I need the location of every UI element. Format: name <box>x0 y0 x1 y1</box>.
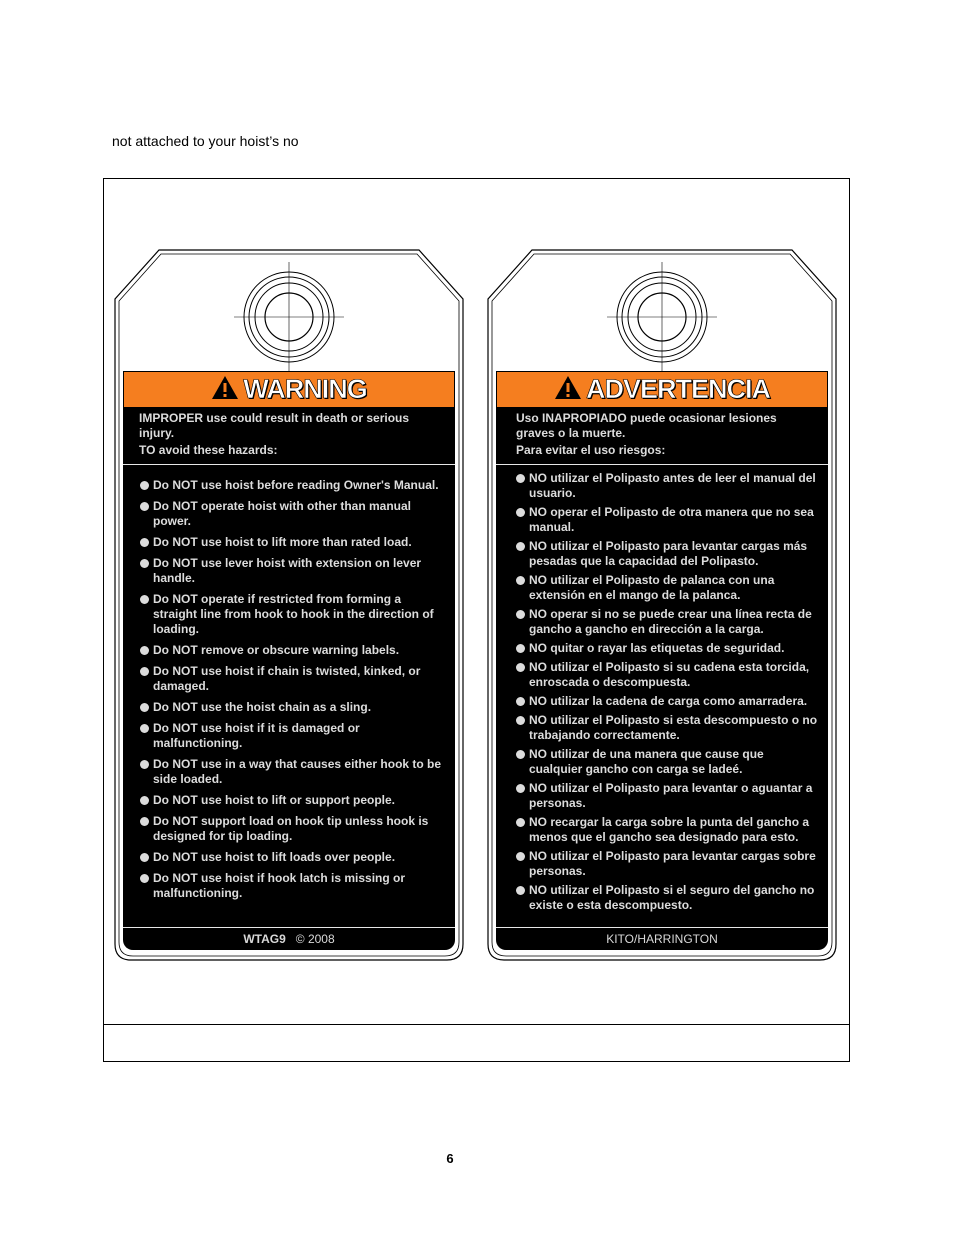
warning-intro <box>139 411 439 458</box>
list-item: Do NOT use hoist to lift loads over people. <box>140 850 445 865</box>
list-item: Do NOT operate hoist with other than manual power. <box>140 499 445 529</box>
list-item: NO utilizar el Polipasto para levantar cargas más pesadas que la capacidad del Polipasto. <box>516 539 818 569</box>
list-item: Do NOT remove or obscure warning labels. <box>140 643 445 658</box>
warning-rule <box>123 464 455 465</box>
list-item: NO utilizar la cadena de carga como amarradera. <box>516 694 818 709</box>
list-item: Do NOT operate if restricted from forming a straight line from hook to hook in the direction of loading. <box>140 592 445 637</box>
list-item: NO operar si no se puede crear una línea recta de gancho a gancho en dirección a la carga. <box>516 607 818 637</box>
list-item: Do NOT support load on hook tip unless hook is designed for tip loading. <box>140 814 445 844</box>
list-item: Do NOT use hoist if hook latch is missing or malfunctioning. <box>140 871 445 901</box>
list-item: NO utilizar el Polipasto antes de leer el manual del usuario. <box>516 471 818 501</box>
advertencia-body <box>496 407 828 927</box>
warning-header-text: WARNING <box>243 374 367 404</box>
list-item: NO recargar la carga sobre la punta del gancho a menos que el gancho sea designado para esto. <box>516 815 818 845</box>
list-item: NO utilizar el Polipasto para levantar cargas sobre personas. <box>516 849 818 879</box>
warning-triangle-icon <box>554 375 582 405</box>
list-item: NO quitar o rayar las etiquetas de seguridad. <box>516 641 818 656</box>
warning-body <box>123 407 455 927</box>
advertencia-header <box>496 371 828 408</box>
list-item: NO utilizar el Polipasto para levantar o aguantar a personas. <box>516 781 818 811</box>
warning-footer <box>123 927 455 950</box>
list-item: Do NOT use hoist if chain is twisted, kinked, or damaged. <box>140 664 445 694</box>
footer-year: © 2008 <box>295 932 335 946</box>
list-item: Do NOT use hoist to lift or support people. <box>140 793 445 808</box>
advertencia-intro <box>516 411 816 458</box>
list-item: NO operar el Polipasto de otra manera que no sea manual. <box>516 505 818 535</box>
list-item: NO utilizar el Polipasto si esta descompuesto o no trabajando correctamente. <box>516 713 818 743</box>
footer-code: WTAG9 <box>243 932 286 946</box>
list-item: Do NOT use the hoist chain as a sling. <box>140 700 445 715</box>
list-item: Do NOT use hoist to lift more than rated load. <box>140 535 445 550</box>
warning-intro-line: TO avoid these hazards: <box>139 443 278 457</box>
warning-header <box>123 371 455 408</box>
list-item: NO utilizar el Polipasto de palanca con una extensión en el mango de la palanca. <box>516 573 818 603</box>
advertencia-footer <box>496 927 828 950</box>
advertencia-intro-line: Uso INAPROPIADO puede ocasionar lesiones graves o la muerte. <box>516 411 777 440</box>
intro-text: not attached to your hoist’s no <box>112 133 299 149</box>
list-item: Do NOT use hoist before reading Owner's Manual. <box>140 478 445 493</box>
warning-intro-line: IMPROPER use could result in death or serious injury. <box>139 411 410 440</box>
warning-triangle-icon <box>211 375 239 405</box>
list-item: NO utilizar de una manera que cause que cualquier gancho con carga se ladeé. <box>516 747 818 777</box>
page-number: 6 <box>446 1151 454 1166</box>
advertencia-item-list <box>516 471 818 917</box>
frame-divider <box>104 1024 849 1025</box>
list-item: Do NOT use lever hoist with extension on lever handle. <box>140 556 445 586</box>
advertencia-header-text: ADVERTENCIA <box>585 374 770 404</box>
list-item: Do NOT use in a way that causes either hook to be side loaded. <box>140 757 445 787</box>
warning-item-list <box>140 478 445 907</box>
advertencia-intro-line: Para evitar el uso riesgos: <box>516 443 666 457</box>
footer-code: KITO/HARRINGTON <box>606 932 718 946</box>
list-item: NO utilizar el Polipasto si su cadena esta torcida, enroscada o descompuesta. <box>516 660 818 690</box>
advertencia-rule <box>496 464 828 465</box>
list-item: NO utilizar el Polipasto si el seguro del gancho no existe o esta descompuesto. <box>516 883 818 913</box>
list-item: Do NOT use hoist if it is damaged or malfunctioning. <box>140 721 445 751</box>
